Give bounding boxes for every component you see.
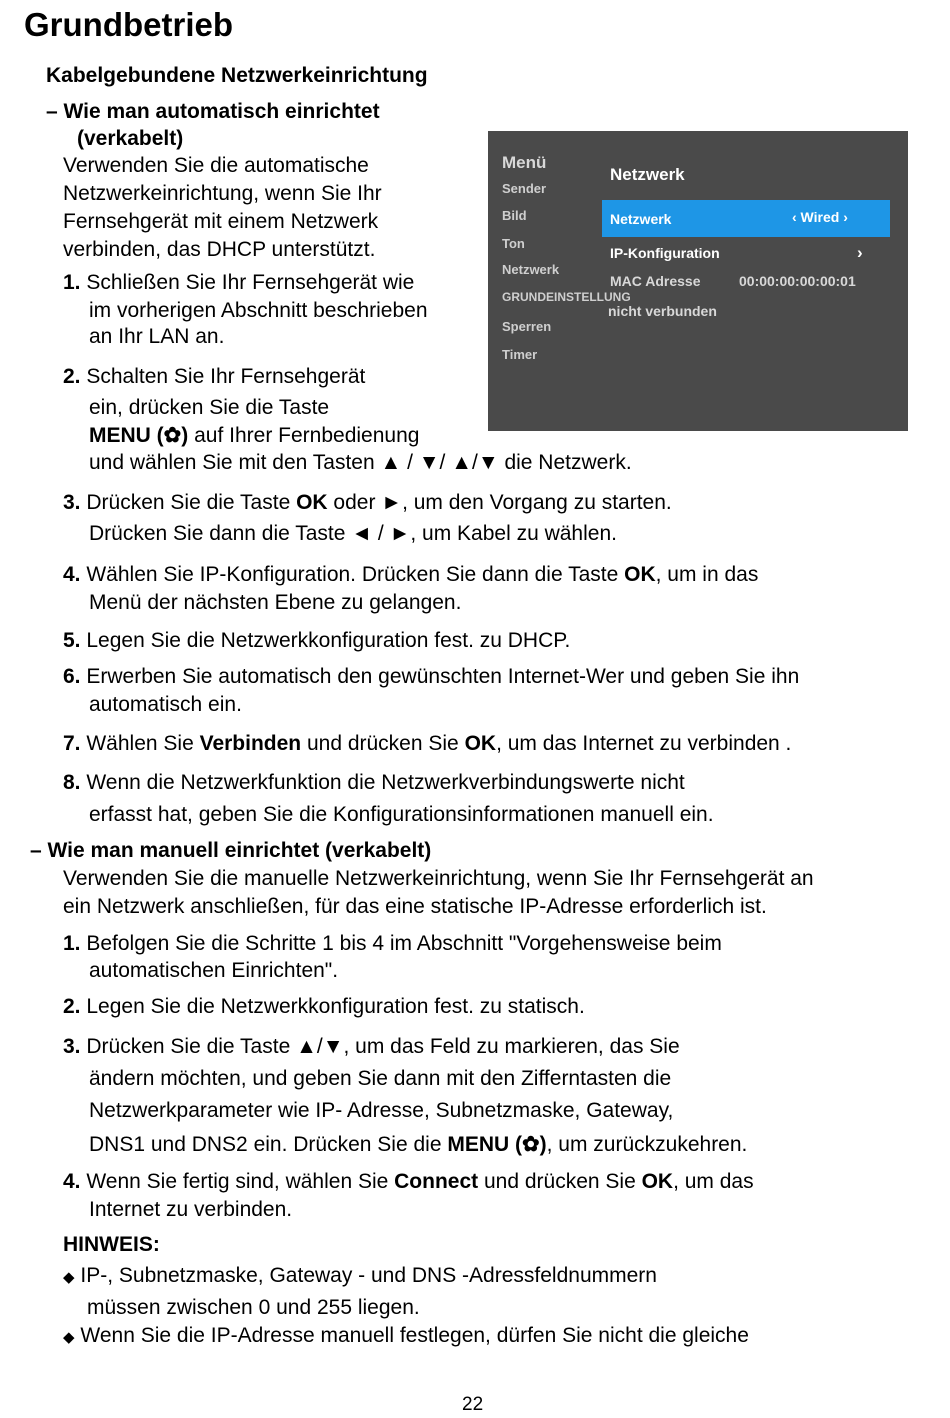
auto-step-8 (63, 769, 685, 797)
manual-step-2 (63, 993, 585, 1021)
tv-network-label: Netzwerk (610, 211, 672, 227)
manual-intro (63, 865, 814, 921)
auto-step-4 (63, 561, 758, 589)
ok-key: OK (624, 563, 656, 586)
tv-sidebar-item-sperren: Sperren (502, 319, 552, 334)
step-text: DNS1 und DNS2 ein. Drücken Sie die (89, 1133, 448, 1156)
step-text: Befolgen Sie die Schritte 1 bis 4 im Abschnitt "Vorgehensweise beim (86, 932, 722, 955)
intro-line: Fernsehgerät mit einem Netzwerk (63, 210, 379, 233)
intro-line: Netzwerkeinrichtung, wenn Sie Ihr (63, 182, 382, 205)
tv-menu-screenshot (488, 131, 908, 431)
manual-step-1 (63, 930, 722, 958)
step-text: Wenn Sie fertig sind, wählen Sie (86, 1170, 395, 1193)
menu-key-label-end: ) (181, 424, 189, 447)
step-number: 8. (63, 771, 81, 794)
step-number: 5. (63, 629, 81, 652)
step-text: erfasst hat, geben Sie die Konfigurationsinformationen manuell ein. (89, 803, 714, 826)
step-text: , um zurückzukehren. (546, 1133, 748, 1156)
chevron-right-icon: › (857, 243, 863, 262)
connect-key: Verbinden (199, 732, 302, 755)
auto-step-1 (63, 269, 414, 297)
tv-sidebar-item-grundeinstellung: GRUNDEINSTELLUNG (502, 290, 631, 304)
tv-network-value: ‹ Wired › (792, 209, 848, 225)
connect-key: Connect (394, 1170, 479, 1193)
ok-key: OK (464, 732, 497, 755)
step-text: Wählen Sie (86, 732, 200, 755)
step-text: , um in das (655, 563, 759, 586)
ok-key: OK (296, 491, 328, 514)
step-text: Schließen Sie Ihr Fernsehgerät wie (86, 271, 415, 294)
ok-key: OK (641, 1170, 674, 1193)
tv-mac-label: MAC Adresse (610, 273, 701, 289)
step-text: und drücken Sie (478, 1170, 642, 1193)
step-number: 1. (63, 932, 81, 955)
tv-sidebar-item-netzwerk: Netzwerk (502, 262, 560, 277)
intro-line: Verwenden Sie die automatische (63, 154, 369, 177)
page-title: Grundbetrieb (24, 6, 234, 43)
manual-step-4 (63, 1168, 754, 1196)
note-text: IP-, Subnetzmaske, Gateway - und DNS -Adressfeldnummern (80, 1264, 657, 1287)
tv-sidebar-item-timer: Timer (502, 347, 538, 362)
auto-heading-cont: (verkabelt) (77, 127, 184, 150)
step-text: im vorherigen Abschnitt beschrieben (89, 299, 428, 322)
step-number: 1. (63, 271, 81, 294)
auto-step-6 (63, 663, 799, 691)
step-text-menu (89, 422, 419, 450)
tv-panel-title: Netzwerk (610, 165, 685, 184)
diamond-bullet-icon: ◆ (63, 1329, 75, 1346)
note-heading: HINWEIS: (63, 1233, 160, 1256)
auto-step-7 (63, 730, 791, 758)
menu-key-label: MENU ( (447, 1133, 523, 1156)
step-number: 4. (63, 1170, 81, 1193)
step-text: ein, drücken Sie die Taste (89, 396, 330, 419)
step-number: 3. (63, 1035, 81, 1058)
step-text: Wenn die Netzwerkfunktion die Netzwerkverbindungswerte nicht (86, 771, 685, 794)
tv-connection-status: nicht verbunden (608, 303, 717, 319)
tv-sidebar-item-bild: Bild (502, 208, 527, 223)
step-text-menu (89, 1131, 747, 1159)
intro-line: Verwenden Sie die manuelle Netzwerkeinrichtung, wenn Sie Ihr Fernsehgerät an (63, 867, 814, 890)
auto-step-2 (63, 363, 365, 391)
manual-step-3 (63, 1033, 680, 1061)
step-text: Schalten Sie Ihr Fernsehgerät (86, 365, 366, 388)
step-text: und wählen Sie mit den Tasten ▲ / ▼/ ▲/▼ die Netzwerk. (89, 451, 632, 474)
step-number: 4. (63, 563, 81, 586)
note-text: müssen zwischen 0 und 255 liegen. (87, 1296, 420, 1319)
step-text: oder ►, um den Vorgang zu starten. (327, 491, 672, 514)
step-text: an Ihr LAN an. (89, 325, 225, 348)
auto-intro (63, 152, 382, 264)
tv-ip-config-label: IP-Konfiguration (610, 245, 720, 261)
step-text: , um das Internet zu verbinden . (496, 732, 792, 755)
tv-menu-label: Menü (502, 153, 547, 172)
step-text: ändern möchten, und geben Sie dann mit den Zifferntasten die (89, 1067, 672, 1090)
intro-line: ein Netzwerk anschließen, für das eine statische IP-Adresse erforderlich ist. (63, 895, 767, 918)
auto-heading: – Wie man automatisch einrichtet (46, 100, 380, 123)
step-text: , um das (673, 1170, 754, 1193)
step-text: automatisch ein. (89, 693, 242, 716)
step-text: Wählen Sie IP-Konfiguration. Drücken Sie dann die Taste (86, 563, 625, 586)
note-item (63, 1262, 657, 1292)
note-item (63, 1322, 749, 1352)
step-text: Netzwerkparameter wie IP- Adresse, Subnetzmaske, Gateway, (89, 1099, 674, 1122)
step-text: Drücken Sie dann die Taste ◄ / ►, um Kabel zu wählen. (89, 522, 617, 545)
intro-line: verbinden, das DHCP unterstützt. (63, 238, 376, 261)
step-text: Erwerben Sie automatisch den gewünschten Internet-Wer und geben Sie ihn (86, 665, 800, 688)
section-title: Kabelgebundene Netzwerkeinrichtung (46, 64, 428, 87)
step-number: 7. (63, 732, 81, 755)
diamond-bullet-icon: ◆ (63, 1269, 75, 1286)
tv-sidebar-item-sender: Sender (502, 181, 547, 196)
step-text: Menü der nächsten Ebene zu gelangen. (89, 591, 462, 614)
auto-step-3 (63, 489, 672, 517)
menu-key-label: MENU ( (89, 424, 164, 447)
manual-heading: – Wie man manuell einrichtet (verkabelt) (30, 839, 432, 862)
auto-step-5 (63, 627, 570, 655)
step-text: Drücken Sie die Taste ▲/▼, um das Feld zu markieren, das Sie (86, 1035, 680, 1058)
tv-sidebar-item-ton: Ton (502, 236, 525, 251)
step-text: Internet zu verbinden. (89, 1198, 293, 1221)
gear-icon: ✿ (522, 1133, 540, 1156)
step-text: Legen Sie die Netzwerkkonfiguration fest. zu statisch. (86, 995, 585, 1018)
step-number: 2. (63, 365, 81, 388)
menu-key-label-end: ) (539, 1133, 547, 1156)
step-number: 3. (63, 491, 81, 514)
step-text: auf Ihrer Fernbedienung (188, 424, 420, 447)
step-text: und drücken Sie (301, 732, 465, 755)
tv-mac-value: 00:00:00:00:00:01 (739, 273, 856, 289)
gear-icon: ✿ (163, 424, 182, 447)
step-text: Legen Sie die Netzwerkkonfiguration fest. zu DHCP. (86, 629, 571, 652)
page-number: 22 (462, 1394, 484, 1415)
note-text: Wenn Sie die IP-Adresse manuell festlegen, dürfen Sie nicht die gleiche (80, 1324, 749, 1347)
step-number: 6. (63, 665, 81, 688)
step-text: automatischen Einrichten". (89, 959, 339, 982)
step-number: 2. (63, 995, 81, 1018)
step-text: Drücken Sie die Taste (86, 491, 297, 514)
